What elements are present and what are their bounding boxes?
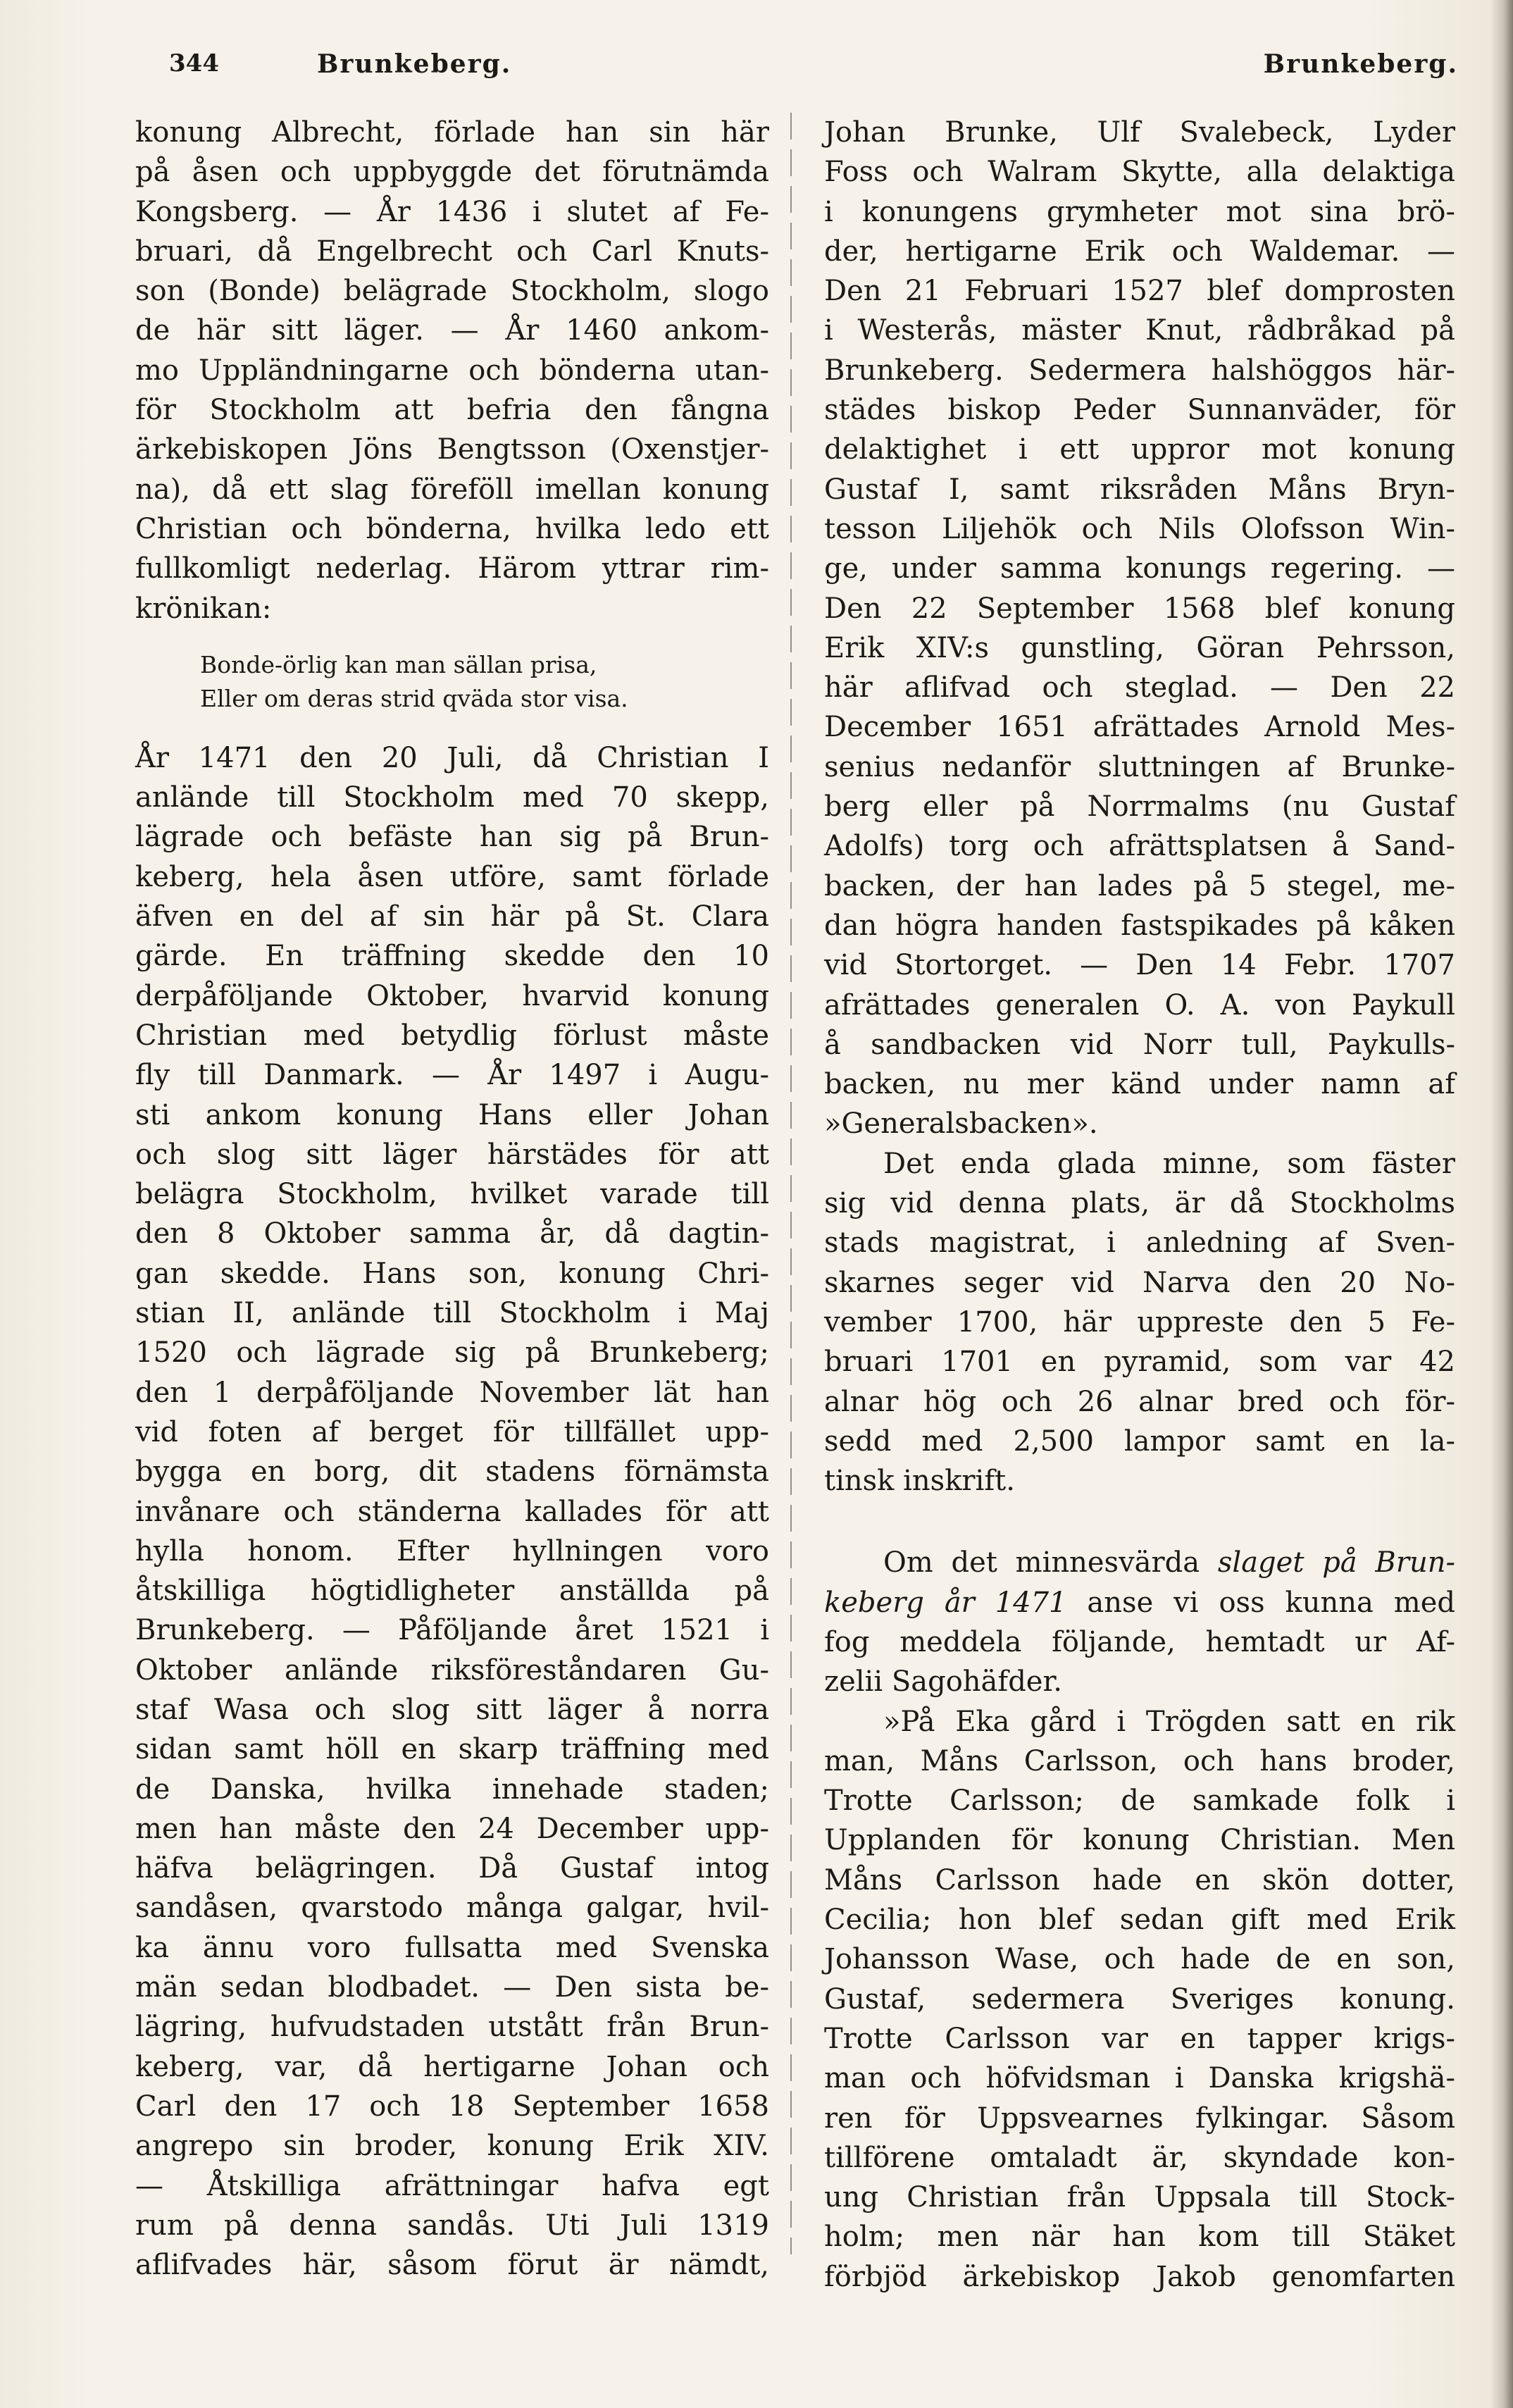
text-line: sti ankom konung Hans eller Johan (135, 1098, 769, 1131)
text-line: — Åtskilliga afrättningar hafva egt (135, 2169, 769, 2202)
text-line: lägrade och befäste han sig på Brun- (135, 821, 769, 854)
text-line: tesson Liljehök och Nils Olofsson Win- (824, 512, 1455, 545)
text-line: Brunkeberg. Sedermera halshöggos här- (824, 354, 1455, 387)
text-line: skarnes seger vid Narva den 20 No- (824, 1266, 1455, 1299)
text-line: i Westerås, mäster Knut, rådbråkad på (824, 314, 1455, 347)
text-line: senius nedanför sluttningen af Brunke- (824, 750, 1455, 783)
paragraph (135, 738, 769, 2285)
text-line: fly till Danmark. — År 1497 i Augu- (135, 1059, 769, 1092)
text-line: alnar hög och 26 alnar bred och för- (824, 1385, 1455, 1418)
text-line: ge, under samma konungs regering. — (824, 552, 1455, 585)
text-line: bruari, då Engelbrecht och Carl Knuts- (135, 235, 769, 268)
text-line: vid Stortorget. — Den 14 Febr. 1707 (824, 949, 1455, 982)
column-divider (790, 113, 792, 2254)
page-number: 344 (169, 49, 219, 77)
text-line: å sandbacken vid Norr tull, Paykulls- (824, 1028, 1455, 1061)
text-line: ren för Uppsvearnes fylkingar. Såsom (824, 2102, 1455, 2135)
running-head-right: Brunkeberg. (1263, 49, 1458, 79)
text-line: bruari 1701 en pyramid, som var 42 (824, 1346, 1455, 1379)
text-line: de här sitt läger. — År 1460 ankom- (135, 314, 769, 347)
text-line: förbjöd ärkebiskop Jakob genomfarten (824, 2260, 1455, 2293)
text-line: der, hertigarne Erik och Waldemar. — (824, 235, 1455, 268)
text-line: År 1471 den 20 Juli, då Christian I (135, 741, 769, 774)
text-line: na), då ett slag föreföll imellan konung (135, 473, 769, 506)
text-line: zelii Sagohäfder. (824, 1665, 1062, 1699)
text-line: tinsk inskrift. (824, 1465, 1015, 1498)
text-line: städes biskop Peder Sunnanväder, för (824, 394, 1455, 427)
text-line: åtskilliga högtidligheter anställda på (135, 1575, 769, 1608)
text-line: lägring, hufvudstaden utstått från Brun- (135, 2011, 769, 2044)
text-line: delaktighet i ett uppror mot konung (824, 433, 1455, 466)
paragraph (824, 113, 1455, 1144)
text-line: keberg, hela åsen utföre, samt förlade (135, 860, 769, 893)
text-line: män sedan blodbadet. — Den sista be- (135, 1971, 769, 2004)
text-line: man och höfvidsman i Danska krigshä- (824, 2062, 1455, 2095)
text-line: Brunkeberg. — Påföljande året 1521 i (135, 1614, 769, 1647)
text-line: belägra Stockholm, hvilket varade till (135, 1178, 769, 1211)
text-line: Trotte Carlsson; de samkade folk i (824, 1785, 1455, 1818)
text-line: sidan samt höll en skarp träffning med (135, 1733, 769, 1766)
text-line: anlände till Stockholm med 70 skepp, (135, 781, 769, 814)
text-line: häfva belägringen. Då Gustaf intog (135, 1852, 769, 1885)
text-line: Om det minnesvärda slaget på Brun- (883, 1546, 1455, 1580)
text-line: Gustaf I, samt riksråden Måns Bryn- (824, 473, 1455, 506)
text-line: Den 22 September 1568 blef konung (824, 592, 1455, 625)
text-line: vember 1700, här uppreste den 5 Fe- (824, 1305, 1455, 1339)
text-line: rum på denna sandås. Uti Juli 1319 (135, 2209, 769, 2242)
text-line: mo Uppländningarne och bönderna utan- (135, 354, 769, 387)
text-line: Oktober anlände riksföreståndaren Gu- (135, 1653, 769, 1687)
text-line: på åsen och uppbyggde det förutnämda (135, 156, 769, 189)
paragraph (824, 1702, 1455, 2297)
text-line: Trotte Carlsson var en tapper krigs- (824, 2022, 1455, 2055)
text-line: ärkebiskopen Jöns Bengtsson (Oxenstjer- (135, 433, 769, 466)
text-line: backen, nu mer känd under namn af (824, 1068, 1455, 1101)
text-line: afrättades generalen O. A. von Paykull (824, 988, 1455, 1022)
text-line: Eller om deras strid qväda stor visa. (200, 684, 628, 712)
text-line: berg eller på Norrmalms (nu Gustaf (824, 790, 1455, 824)
text-line: vid foten af berget för tillfället upp- (135, 1415, 769, 1448)
text-line: Adolfs) torg och afrättsplatsen å Sand- (824, 830, 1455, 863)
text-line: Foss och Walram Skytte, alla delaktiga (824, 156, 1455, 189)
text-line: sedd med 2,500 lampor samt en la- (824, 1425, 1455, 1458)
text-line: holm; men när han kom till Stäket (824, 2221, 1455, 2254)
text-line: man, Måns Carlsson, och hans broder, (824, 1744, 1455, 1777)
text-line: tillförene omtaladt är, skyndade kon- (824, 2141, 1455, 2174)
right-column (824, 113, 1455, 2297)
text-line: krönikan: (135, 592, 272, 625)
text-line: keberg år 1471 anse vi oss kunna med (824, 1586, 1455, 1619)
text-line: dan högra handen fastspikades på kåken (824, 909, 1455, 942)
text-line: stads magistrat, i anledning af Sven- (824, 1227, 1455, 1260)
text-line: Carl den 17 och 18 September 1658 (135, 2090, 769, 2123)
text-line: Christian med betydlig förlust måste (135, 1019, 769, 1052)
text-line: här aflifvad och steglad. — Den 22 (824, 671, 1455, 705)
text-line: i konungens grymheter mot sina brö- (824, 195, 1455, 228)
text-line: för Stockholm att befria den fångna (135, 394, 769, 427)
text-line: son (Bonde) belägrade Stockholm, slogo (135, 275, 769, 308)
text-line: 1520 och lägrade sig på Brunkeberg; (135, 1336, 769, 1370)
text-line: »Generalsbacken». (824, 1107, 1098, 1141)
page-edge-shadow (1490, 0, 1513, 2408)
text-line: keberg, var, då hertigarne Johan och (135, 2050, 769, 2083)
text-line: och slog sitt läger härstädes för att (135, 1138, 769, 1171)
text-line: invånare och ständerna kallades för att (135, 1495, 769, 1528)
paragraph (824, 1622, 1455, 1702)
text-line: Cecilia; hon blef sedan gift med Erik (824, 1904, 1455, 1937)
text-line: aflifvades här, såsom förut är nämdt, (135, 2249, 769, 2282)
text-line: Gustaf, sedermera Sveriges konung. (824, 1982, 1455, 2016)
text-line: Erik XIV:s gunstling, Göran Pehrsson, (824, 631, 1455, 664)
text-line: Måns Carlsson hade en skön dotter, (824, 1863, 1455, 1897)
text-line: Bonde-örlig kan man sällan prisa, (200, 650, 597, 678)
text-line: bygga en borg, dit stadens förnämsta (135, 1456, 769, 1489)
text-line: backen, der han lades på 5 stegel, me- (824, 869, 1455, 902)
text-line: men han måste den 24 December upp- (135, 1812, 769, 1845)
text-line: fullkomligt nederlag. Härom yttrar rim- (135, 552, 769, 585)
text-line: sandåsen, qvarstodo många galgar, hvil- (135, 1892, 769, 1925)
text-line: Den 21 Februari 1527 blef domprosten (824, 275, 1455, 308)
text-line: Johansson Wase, och hade de en son, (824, 1943, 1455, 1976)
text-line: Upplanden för konung Christian. Men (824, 1824, 1455, 1857)
text-line: gan skedde. Hans son, konung Chri- (135, 1257, 769, 1290)
text-line: stian II, anlände till Stockholm i Maj (135, 1297, 769, 1330)
paragraph (824, 1144, 1455, 1501)
text-line: »På Eka gård i Trögden satt en rik (883, 1705, 1455, 1738)
text-line: Det enda glada minne, som fäster (883, 1147, 1455, 1180)
text-line: den 1 derpåföljande November lät han (135, 1376, 769, 1409)
text-line: ung Christian från Uppsala till Stock- (824, 2181, 1455, 2214)
paragraph-gap (824, 1501, 1455, 1543)
text-line: Johan Brunke, Ulf Svalebeck, Lyder (824, 116, 1455, 149)
left-column (135, 113, 769, 2285)
verse-quote (200, 648, 769, 716)
text-line: angrepo sin broder, konung Erik XIV. (135, 2130, 769, 2163)
text-line: äfven en del af sin här på St. Clara (135, 900, 769, 933)
running-head-left: Brunkeberg. (317, 49, 512, 79)
text-line: December 1651 afrättades Arnold Mes- (824, 711, 1455, 744)
text-line: den 8 Oktober samma år, då dagtin- (135, 1217, 769, 1250)
text-line: ka ännu voro fullsatta med Svenska (135, 1931, 769, 1964)
text-line: derpåföljande Oktober, hvarvid konung (135, 979, 769, 1012)
text-line: Kongsberg. — År 1436 i slutet af Fe- (135, 195, 769, 228)
paragraph (824, 1543, 1455, 1622)
text-line: sig vid denna plats, är då Stockholms (824, 1187, 1455, 1220)
text-line: fog meddela följande, hemtadt ur Af- (824, 1625, 1455, 1658)
text-line: hylla honom. Efter hyllningen voro (135, 1534, 769, 1568)
page-header (169, 49, 1458, 92)
text-line: staf Wasa och slog sitt läger å norra (135, 1693, 769, 1726)
text-line: konung Albrecht, förlade han sin här (135, 116, 769, 149)
paragraph (135, 113, 769, 628)
text-line: gärde. En träffning skedde den 10 (135, 940, 769, 973)
text-line: Christian och bönderna, hvilka ledo ett (135, 512, 769, 545)
text-line: de Danska, hvilka innehade staden; (135, 1773, 769, 1806)
